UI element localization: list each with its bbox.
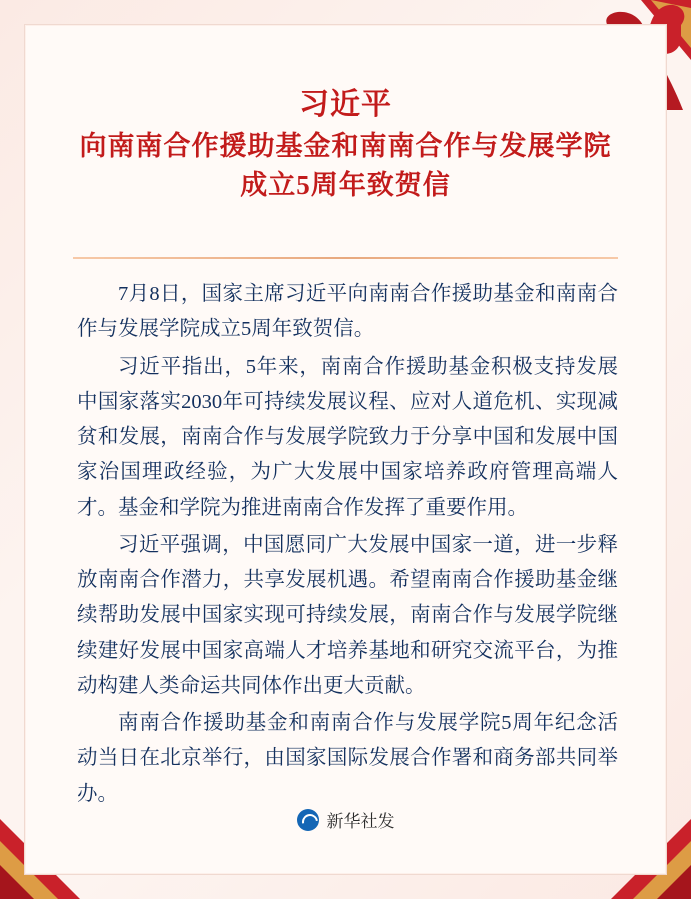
xinhua-logo-icon [297, 809, 319, 831]
document-card [24, 24, 667, 875]
document-header [73, 83, 618, 205]
title-line-3: 成立5周年致贺信 [240, 169, 451, 200]
paragraph-3: 习近平强调，中国愿同广大发展中国家一道，进一步释放南南合作潜力，共享发展机遇。希望南南合作援助基金继续帮助发展中国家实现可持续发展，南南合作与发展学院继续建好发展中国家高端人才培养基地和研究交流平台，为推动构建人类命运共同体作出更大贡献。 [77, 533, 618, 697]
paragraph-2: 习近平指出，5年来，南南合作援助基金积极支持发展中国家落实2030年可持续发展议程、应对人道危机、实现减贫和发展，南南合作与发展学院致力于分享中国和发展中国家治国理政经验，为广大发展中国家培养政府管理高端人才。基金和学院为推进南南合作发挥了重要作用。 [77, 355, 618, 519]
title-line-2: 向南南合作援助基金和南南合作与发展学院 [79, 130, 612, 161]
header-divider [73, 257, 618, 259]
paragraph-1: 7月8日，国家主席习近平向南南合作援助基金和南南合作与发展学院成立5周年致贺信。 [77, 283, 618, 341]
title-line-1: 习近平 [299, 88, 392, 121]
paragraph-4: 南南合作援助基金和南南合作与发展学院5周年纪念活动当日在北京举行，由国家国际发展合作署和商务部共同举办。 [77, 712, 618, 805]
footer-credit-label: 新华社发 [326, 812, 395, 831]
document-body [77, 277, 618, 814]
document-footer [25, 807, 666, 832]
